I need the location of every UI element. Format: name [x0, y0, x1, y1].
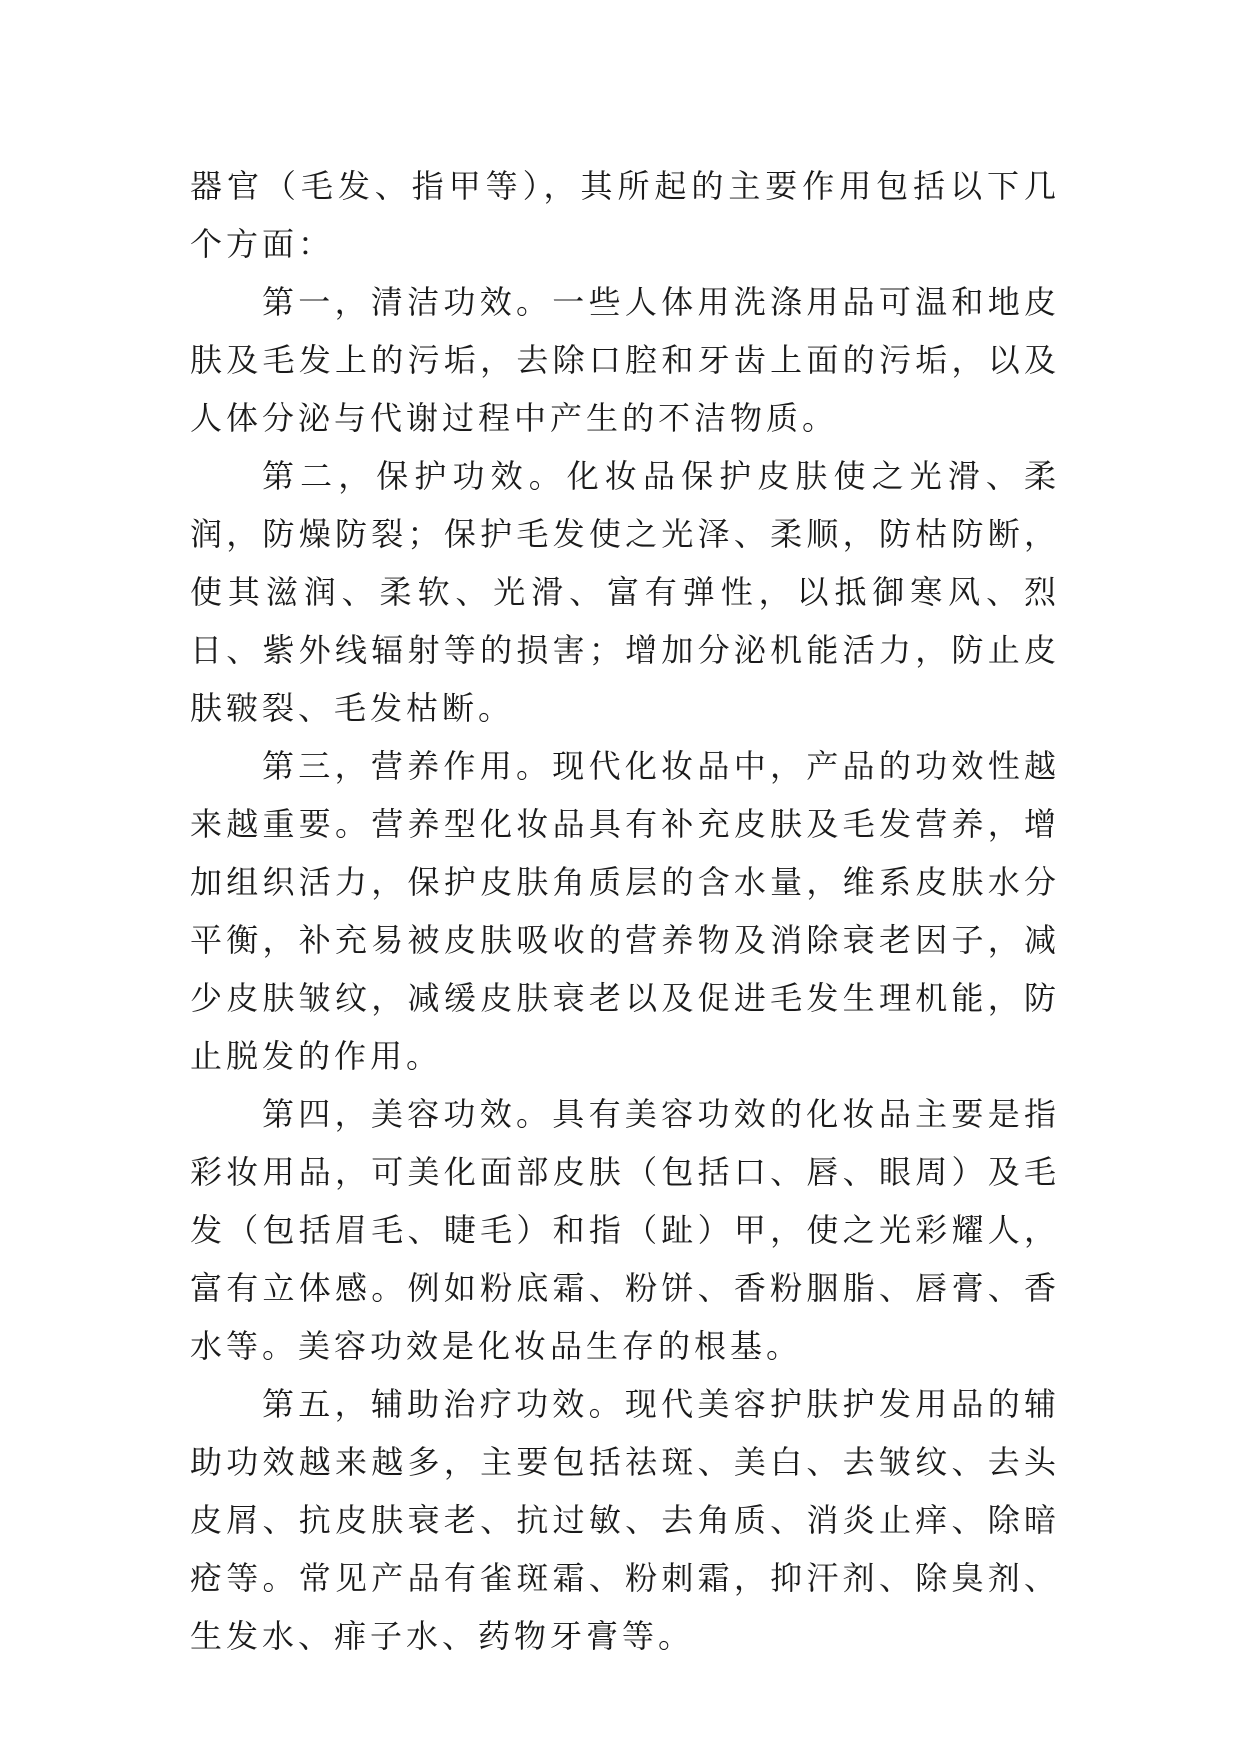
paragraph-cleaning: 第一，清洁功效。一些人体用洗涤用品可温和地皮肤及毛发上的污垢，去除口腔和牙齿上面的污垢，以及人体分泌与代谢过程中产生的不洁物质。	[190, 283, 1060, 437]
paragraph-protection: 第二，保护功效。化妆品保护皮肤使之光滑、柔润，防燥防裂；保护毛发使之光泽、柔顺，防枯防断，使其滋润、柔软、光滑、富有弹性，以抵御寒风、烈日、紫外线辐射等的损害；增加分泌机能活力，防止皮肤皲裂、毛发枯断。	[190, 457, 1060, 727]
paragraph-nutrition: 第三，营养作用。现代化妆品中，产品的功效性越来越重要。营养型化妆品具有补充皮肤及毛发营养，增加组织活力，保护皮肤角质层的含水量，维系皮肤水分平衡，补充易被皮肤吸收的营养物及消除衰老因子，减少皮肤皱纹，减缓皮肤衰老以及促进毛发生理机能，防止脱发的作用。	[190, 747, 1060, 1075]
paragraph-intro: 器官（毛发、指甲等），其所起的主要作用包括以下几个方面：	[190, 167, 1060, 263]
paragraph-beauty: 第四，美容功效。具有美容功效的化妆品主要是指彩妆用品，可美化面部皮肤（包括口、唇、眼周）及毛发（包括眉毛、睫毛）和指（趾）甲，使之光彩耀人，富有立体感。例如粉底霜、粉饼、香粉胭脂、唇膏、香水等。美容功效是化妆品生存的根基。	[190, 1095, 1060, 1365]
document-body	[190, 157, 1060, 1665]
paragraph-therapy: 第五，辅助治疗功效。现代美容护肤护发用品的辅助功效越来越多，主要包括祛斑、美白、去皱纹、去头皮屑、抗皮肤衰老、抗过敏、去角质、消炎止痒、除暗疮等。常见产品有雀斑霜、粉刺霜，抑汗剂、除臭剂、生发水、痱子水、药物牙膏等。	[190, 1385, 1060, 1655]
